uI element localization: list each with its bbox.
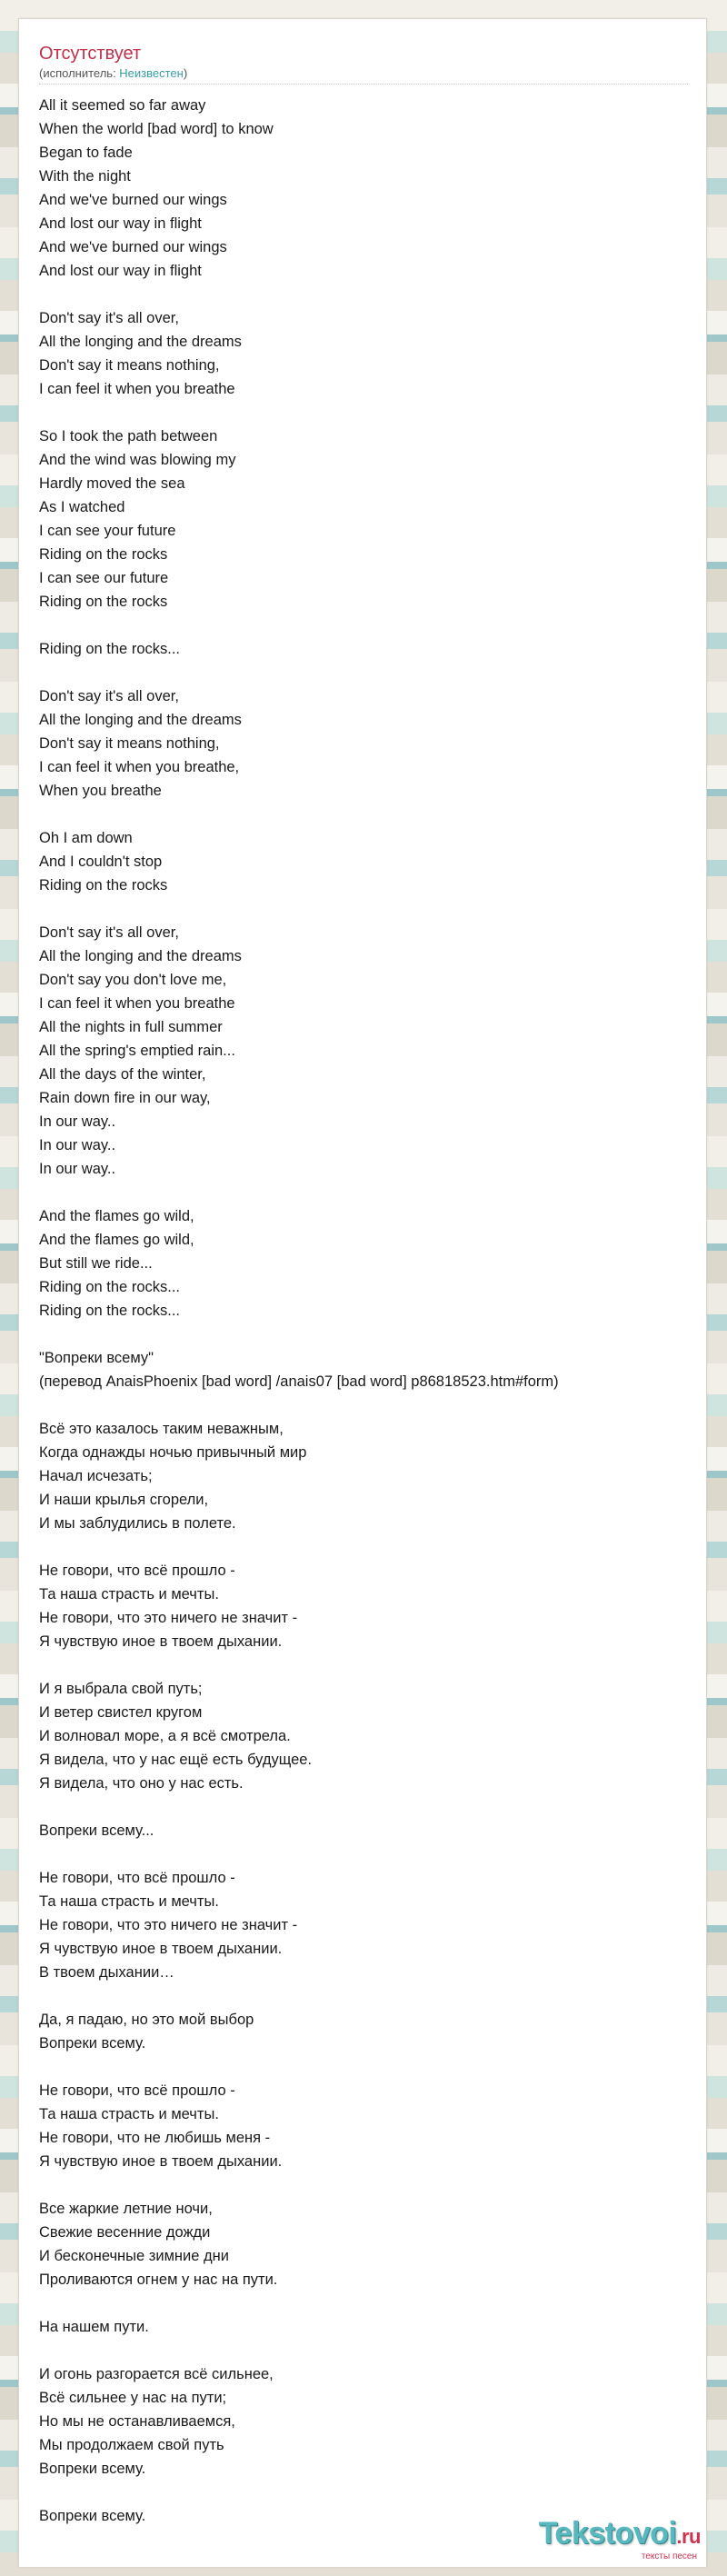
lyric-blank-line	[39, 1653, 693, 1677]
lyric-blank-line	[39, 1535, 693, 1559]
lyric-line: With the night	[39, 168, 131, 185]
lyric-line: Я видела, что у нас ещё есть будущее.	[39, 1752, 313, 1768]
lyric-line: И волновал море, а я всё смотрела.	[39, 1728, 291, 1744]
lyric-line: Начал исчезать;	[39, 1468, 153, 1484]
lyric-line: Don't say you don't love me,	[39, 972, 227, 988]
lyric-line: Don't say it means nothing,	[39, 735, 220, 752]
lyric-line: All the longing and the dreams	[39, 334, 242, 350]
lyric-line: (перевод AnaisPhoenix [bad word] /anais07 [bad word] p86818523.htm#form)	[39, 1373, 559, 1390]
lyric-line: Не говори, что не любишь меня -	[39, 2130, 271, 2146]
lyric-blank-line	[39, 2339, 693, 2362]
lyric-line: Не говори, что всё прошло -	[39, 1563, 235, 1579]
lyric-line: All the longing and the dreams	[39, 948, 242, 964]
lyric-line: Да, я падаю, но это мой выбор	[39, 2012, 254, 2028]
lyric-line: Riding on the rocks...	[39, 641, 180, 657]
lyric-line: Riding on the rocks...	[39, 1303, 180, 1319]
lyric-blank-line	[39, 1323, 693, 1346]
lyric-line: And the flames go wild,	[39, 1232, 194, 1248]
lyric-line: In our way..	[39, 1137, 116, 1153]
lyric-line: When you breathe	[39, 783, 162, 799]
lyric-line: And the flames go wild,	[39, 1208, 194, 1224]
lyric-line: Вопреки всему.	[39, 2508, 146, 2524]
lyrics-card	[18, 18, 707, 2567]
artist-prefix: (исполнитель:	[39, 66, 120, 80]
lyric-line: И мы заблудились в полете.	[39, 1515, 236, 1532]
lyric-line: Не говори, что всё прошло -	[39, 2082, 235, 2099]
lyric-line: Don't say it's all over,	[39, 688, 179, 704]
lyric-line: Не говори, что это ничего не значит -	[39, 1917, 298, 1933]
lyric-line: И огонь разгорается всё сильнее,	[39, 2366, 274, 2382]
lyric-line: Oh I am down	[39, 830, 133, 846]
lyric-line: I can see our future	[39, 570, 169, 586]
lyric-blank-line	[39, 803, 693, 826]
lyric-line: I can feel it when you breathe	[39, 381, 235, 397]
lyric-line: Я чувствую иное в твоем дыхании.	[39, 2153, 283, 2170]
lyric-line: So I took the path between	[39, 428, 218, 444]
lyric-line: Riding on the rocks...	[39, 1279, 180, 1295]
lyric-blank-line	[39, 283, 693, 306]
lyric-line: All it seemed so far away	[39, 97, 206, 114]
lyric-blank-line	[39, 1842, 693, 1866]
lyric-line: Всё это казалось таким неважным,	[39, 1421, 284, 1437]
lyric-line: Rain down fire in our way,	[39, 1090, 211, 1106]
lyric-line: Вопреки всему.	[39, 2035, 146, 2052]
lyric-line: Все жаркие летние ночи,	[39, 2201, 213, 2217]
lyric-line: Та наша страсть и мечты.	[39, 2106, 219, 2122]
lyric-line: And lost our way in flight	[39, 263, 202, 279]
song-title: Отсутствует	[39, 44, 142, 64]
lyric-line: And I couldn't stop	[39, 854, 163, 870]
lyric-line: Я чувствую иное в твоем дыхании.	[39, 1941, 283, 1957]
lyric-line: Но мы не останавливаемся,	[39, 2413, 235, 2430]
lyric-line: Всё сильнее у нас на пути;	[39, 2390, 227, 2406]
lyric-line: В твоем дыхании…	[39, 1964, 174, 1981]
lyric-line: All the spring's emptied rain...	[39, 1043, 235, 1059]
lyric-line: Не говори, что это ничего не значит -	[39, 1610, 298, 1626]
lyric-line: Свежие весенние дожди	[39, 2224, 211, 2241]
lyric-line: Don't say it means nothing,	[39, 357, 220, 374]
lyric-line: Проливаются огнем у нас на пути.	[39, 2271, 278, 2288]
lyric-blank-line	[39, 1393, 693, 1417]
lyric-line: Я видела, что оно у нас есть.	[39, 1775, 244, 1792]
lyric-blank-line	[39, 2291, 693, 2315]
lyric-line: Don't say it's all over,	[39, 310, 179, 326]
lyric-line: Riding on the rocks	[39, 594, 168, 610]
lyric-line: All the days of the winter,	[39, 1066, 206, 1083]
lyric-line: Вопреки всему...	[39, 1822, 154, 1839]
lyric-line: I can see your future	[39, 523, 176, 539]
lyric-line: All the longing and the dreams	[39, 712, 242, 728]
lyric-line: И ветер свистел кругом	[39, 1704, 203, 1721]
title-divider	[39, 84, 688, 85]
logo-name: Tekstovoi	[538, 2516, 677, 2551]
lyric-line: And lost our way in flight	[39, 215, 202, 232]
logo-tld: .ru	[676, 2525, 701, 2548]
lyric-blank-line	[39, 1795, 693, 1819]
lyric-line: And we've burned our wings	[39, 192, 227, 208]
lyric-blank-line	[39, 661, 693, 684]
lyric-line: Та наша страсть и мечты.	[39, 1893, 219, 1910]
logo-wordmark	[539, 2517, 701, 2553]
lyric-line: Мы продолжаем свой путь	[39, 2437, 224, 2453]
lyric-line: Hardly moved the sea	[39, 475, 185, 492]
lyric-line: И наши крылья сгорели,	[39, 1492, 209, 1508]
lyric-line: But still we ride...	[39, 1255, 153, 1272]
lyric-line: Та наша страсть и мечты.	[39, 1586, 219, 1603]
lyric-blank-line	[39, 614, 693, 637]
lyric-line: Riding on the rocks	[39, 877, 168, 894]
artist-line	[39, 66, 187, 81]
logo-tagline: тексты песен	[641, 2551, 697, 2561]
lyric-line: And we've burned our wings	[39, 239, 227, 255]
lyric-line: I can feel it when you breathe,	[39, 759, 240, 775]
lyric-blank-line	[39, 2173, 693, 2197]
lyric-blank-line	[39, 1984, 693, 2008]
lyric-line: Вопреки всему.	[39, 2461, 146, 2477]
lyric-line: "Вопреки всему"	[39, 1350, 154, 1366]
lyric-line: Riding on the rocks	[39, 546, 168, 563]
lyric-line: И я выбрала свой путь;	[39, 1681, 203, 1697]
lyric-blank-line	[39, 897, 693, 921]
artist-link[interactable]: Неизвестен	[119, 66, 184, 80]
lyric-blank-line	[39, 2055, 693, 2079]
lyric-line: In our way..	[39, 1161, 116, 1177]
lyric-line: На нашем пути.	[39, 2319, 149, 2335]
lyric-line: Don't say it's all over,	[39, 924, 179, 941]
lyric-line: All the nights in full summer	[39, 1019, 223, 1035]
lyric-line: Не говори, что всё прошло -	[39, 1870, 235, 1886]
lyric-line: As I watched	[39, 499, 125, 515]
artist-suffix: )	[183, 66, 188, 80]
lyric-blank-line	[39, 1181, 693, 1204]
lyrics-text	[39, 94, 693, 2528]
lyric-line: I can feel it when you breathe	[39, 995, 235, 1012]
lyric-line: Began to fade	[39, 145, 133, 161]
lyric-line: Я чувствую иное в твоем дыхании.	[39, 1633, 283, 1650]
lyric-line: И бесконечные зимние дни	[39, 2248, 229, 2264]
lyric-line: Когда однажды ночью привычный мир	[39, 1444, 307, 1461]
lyric-blank-line	[39, 401, 693, 424]
site-logo[interactable]	[539, 2517, 701, 2561]
lyric-line: When the world [bad word] to know	[39, 121, 274, 137]
lyric-blank-line	[39, 2481, 693, 2504]
lyric-line: And the wind was blowing my	[39, 452, 236, 468]
lyric-line: In our way..	[39, 1113, 116, 1130]
